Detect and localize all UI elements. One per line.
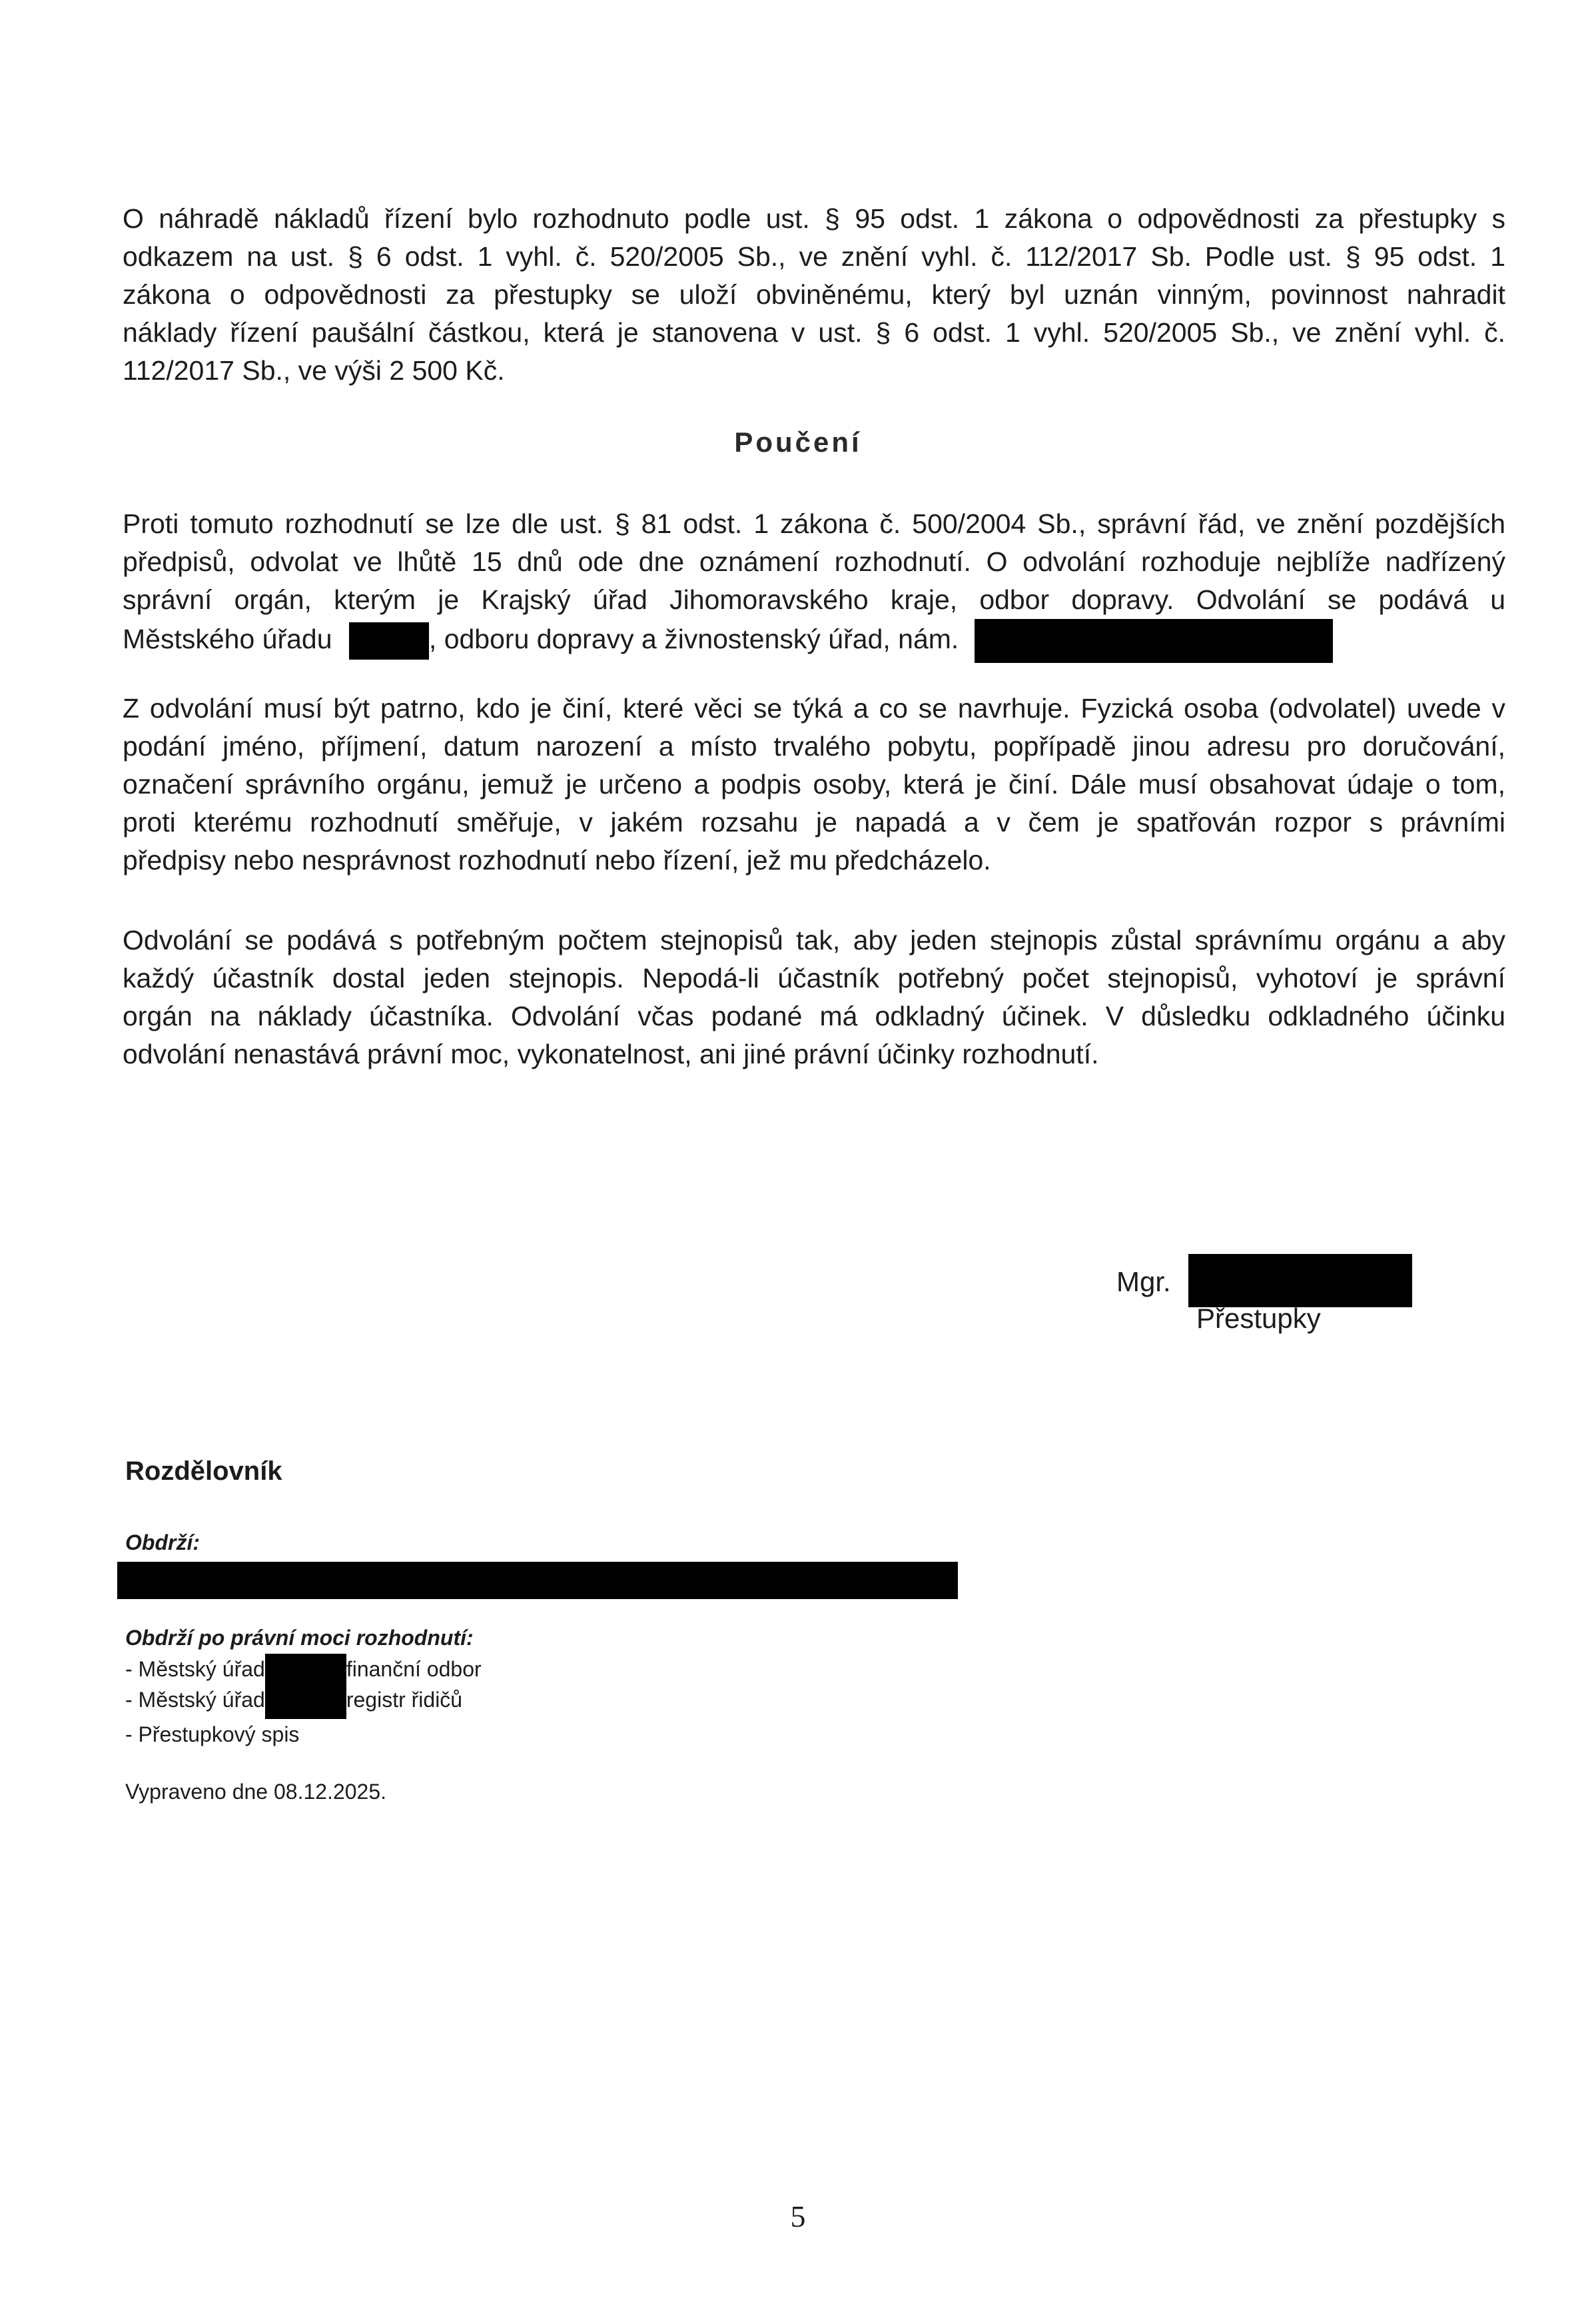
text-line: O náhradě nákladů řízení bylo rozhodnuto podle ust. § 95 odst. 1 zákona o odpovědnosti za přestupky s bbox=[123, 203, 1505, 234]
list-item-suffix: registr řidičů bbox=[346, 1688, 463, 1712]
redaction-block bbox=[265, 1684, 346, 1719]
text-line: předpisů, odvolat ve lhůtě 15 dnů ode dne oznámení rozhodnutí. O odvolání rozhoduje nejblíže nadřízený bbox=[123, 546, 1505, 577]
list-item: - Přestupkový spis bbox=[125, 1722, 300, 1746]
receives-label: Obdrží: bbox=[125, 1530, 200, 1554]
text-line: podání jméno, příjmení, datum narození a místo trvalého pobytu, popřípadě jinou adresu pro doručování, bbox=[123, 731, 1505, 762]
text-fragment: Městského úřadu bbox=[123, 623, 332, 654]
text-line: odvolání nenastává právní moc, vykonatelnost, ani jiné právní účinky rozhodnutí. bbox=[123, 1039, 1099, 1069]
distribution-title: Rozdělovník bbox=[125, 1456, 282, 1486]
text-line: odkazem na ust. § 6 odst. 1 vyhl. č. 520/2005 Sb., ve znění vyhl. č. 112/2017 Sb. Podle ust. § 95 odst. 1 bbox=[123, 241, 1505, 272]
list-item bbox=[125, 1684, 482, 1719]
signature-title: Mgr. bbox=[1116, 1266, 1171, 1297]
text-fragment: , odboru dopravy a živnostenský úřad, nám. bbox=[428, 623, 959, 654]
text-line: každý účastník dostal jeden stejnopis. Nepodá-li účastník potřebný počet stejnopisů, vyhotoví je správní bbox=[123, 963, 1505, 993]
list-item-suffix: finanční odbor bbox=[346, 1657, 482, 1681]
list-item-prefix: - Městský úřad bbox=[125, 1657, 265, 1681]
text-line: Z odvolání musí být patrno, kdo je činí, které věci se týká a co se navrhuje. Fyzická osoba (odvolatel) uvede v bbox=[123, 693, 1505, 724]
redaction-block bbox=[265, 1654, 346, 1684]
page-number: 5 bbox=[790, 2199, 806, 2233]
text-line: Proti tomuto rozhodnutí se lze dle ust. § 81 odst. 1 zákona č. 500/2004 Sb., správní řád, ve znění pozdějších bbox=[123, 508, 1505, 539]
text-line: zákona o odpovědnosti za přestupky se uloží obviněnému, který byl uznán vinným, povinnost nahradit bbox=[123, 279, 1505, 310]
recipient-redaction bbox=[117, 1562, 958, 1599]
recipient-list bbox=[125, 1654, 482, 1750]
dispatch-date: Vypraveno dne 08.12.2025. bbox=[125, 1780, 387, 1804]
text-line: Odvolání se podává s potřebným počtem stejnopisů tak, aby jeden stejnopis zůstal správnímu orgánu a aby bbox=[123, 925, 1505, 955]
text-line: předpisy nebo nesprávnost rozhodnutí nebo řízení, jež mu předcházelo. bbox=[123, 845, 991, 875]
text-line: 112/2017 Sb., ve výši 2 500 Kč. bbox=[123, 355, 505, 386]
text-line-with-redactions bbox=[123, 619, 1505, 663]
list-item bbox=[125, 1654, 482, 1684]
after-effect-label: Obdrží po právní moci rozhodnutí: bbox=[125, 1626, 474, 1650]
text-line: orgán na náklady účastníka. Odvolání včas podané má odkladný účinek. V důsledku odkladného účinku bbox=[123, 1001, 1505, 1031]
text-line: správní orgán, kterým je Krajský úřad Jihomoravského kraje, odbor dopravy. Odvolání se podává u bbox=[123, 584, 1505, 615]
signature-role: Přestupky bbox=[1196, 1303, 1321, 1334]
redaction-block bbox=[349, 622, 429, 660]
appeal-paragraph bbox=[123, 505, 1505, 663]
text-line: proti kterému rozhodnutí směřuje, v jakém rozsahu je napadá a v čem je spatřován rozpor s právními bbox=[123, 807, 1505, 838]
instruction-heading: Poučení bbox=[734, 426, 862, 458]
copies-paragraph bbox=[123, 921, 1505, 1073]
signature-redaction bbox=[1188, 1254, 1412, 1307]
costs-paragraph bbox=[123, 200, 1505, 390]
text-line: náklady řízení paušální částkou, která je stanovena v ust. § 6 odst. 1 vyhl. 520/2005 Sb., ve znění vyhl. č. bbox=[123, 317, 1505, 348]
redaction-block bbox=[975, 619, 1333, 663]
text-line: označení správního orgánu, jemuž je určeno a podpis osoby, která je činí. Dále musí obsahovat údaje o tom, bbox=[123, 769, 1505, 800]
list-item-prefix: - Městský úřad bbox=[125, 1688, 265, 1712]
appeal-content-paragraph bbox=[123, 690, 1505, 879]
